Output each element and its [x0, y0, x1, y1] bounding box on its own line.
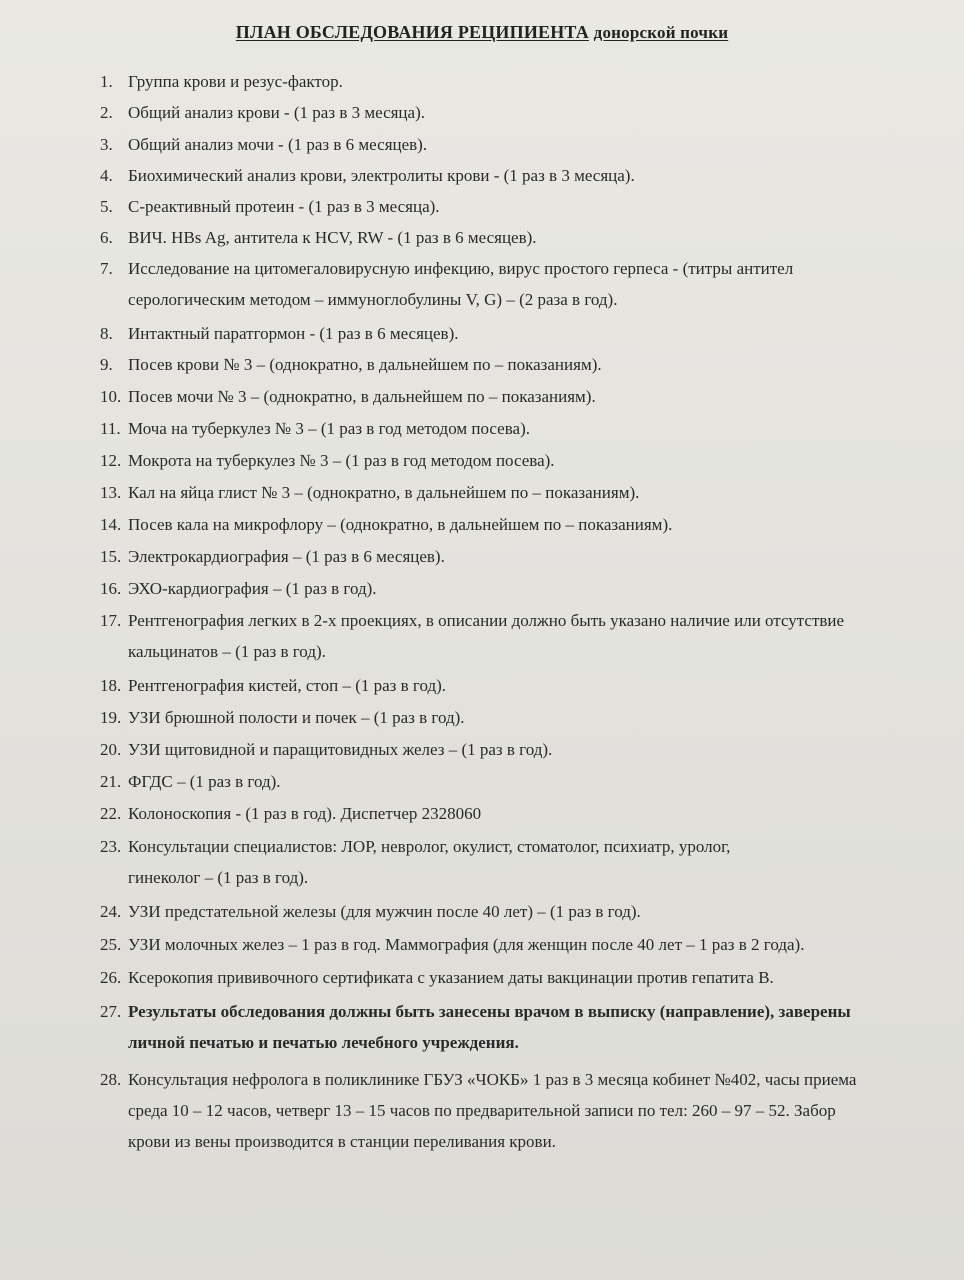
item-number: 4.	[100, 166, 113, 185]
item-number: 8.	[100, 324, 113, 343]
item-text-continued: кальцинатов – (1 раз в год).	[128, 642, 326, 661]
item-number: 3.	[100, 135, 113, 154]
list-item	[100, 541, 950, 572]
item-text: Кал на яйца глист № 3 – (однократно, в дальнейшем по – показаниям).	[128, 483, 640, 502]
list-item	[100, 896, 950, 927]
item-text: Биохимический анализ крови, электролиты крови - (1 раз в 3 месяца).	[128, 166, 635, 185]
item-number: 5.	[100, 197, 113, 216]
item-number: 7.	[100, 259, 113, 278]
item-text: Мокрота на туберкулез № 3 – (1 раз в год методом посева).	[128, 451, 555, 470]
list-item	[100, 445, 950, 476]
item-number: 19.	[100, 708, 122, 727]
list-item	[100, 97, 950, 128]
item-number: 1.	[100, 72, 113, 91]
item-text: УЗИ брюшной полости и почек – (1 раз в год).	[128, 708, 465, 727]
item-text: Ксерокопия прививочного сертификата с указанием даты вакцинации против гепатита В.	[128, 968, 774, 987]
item-text: Общий анализ мочи - (1 раз в 6 месяцев).	[128, 135, 428, 154]
list-item	[100, 573, 950, 604]
item-text: Посев мочи № 3 – (однократно, в дальнейшем по – показаниям).	[128, 387, 596, 406]
item-text: УЗИ предстательной железы (для мужчин после 40 лет) – (1 раз в год).	[128, 902, 641, 921]
list-item	[100, 702, 950, 733]
item-number: 6.	[100, 228, 113, 247]
item-text: ЭХО-кардиография – (1 раз в год).	[128, 579, 377, 598]
title-sub: донорской почки	[593, 23, 729, 42]
list-item	[100, 191, 950, 222]
list-item	[100, 66, 950, 97]
item-number: 14.	[100, 515, 122, 534]
item-text: Рентгенография кистей, стоп – (1 раз в год).	[128, 676, 447, 695]
item-text: Интактный паратгормон - (1 раз в 6 месяцев).	[128, 324, 459, 343]
item-number: 2.	[100, 103, 113, 122]
item-text: ВИЧ. HBs Ag, антитела к HCV, RW - (1 раз в 6 месяцев).	[128, 228, 537, 247]
list-item	[100, 962, 950, 993]
item-text: УЗИ молочных желез – 1 раз в год. Маммография (для женщин после 40 лет – 1 раз в 2 года).	[128, 935, 805, 954]
item-text: Электрокардиография – (1 раз в 6 месяцев).	[128, 547, 445, 566]
list-item	[100, 605, 950, 667]
list-item	[100, 253, 950, 315]
item-number: 20.	[100, 740, 122, 759]
title-main: ПЛАН ОБСЛЕДОВАНИЯ РЕЦИПИЕНТА	[235, 22, 589, 42]
item-text-continued: серологическим методом – иммуноглобулины V, G) – (2 раза в год).	[128, 290, 618, 309]
item-number: 28.	[100, 1070, 122, 1089]
list-item	[100, 1064, 950, 1157]
item-number: 18.	[100, 676, 122, 695]
list-item	[100, 996, 950, 1058]
list-item	[100, 129, 950, 160]
list-item	[100, 381, 950, 412]
item-number: 21.	[100, 772, 122, 791]
item-text-continued: личной печатью и печатью лечебного учреждения.	[128, 1033, 519, 1052]
item-number: 16.	[100, 579, 122, 598]
item-number: 15.	[100, 547, 122, 566]
list-item	[100, 349, 950, 380]
item-text: Результаты обследования должны быть занесены врачом в выписку (направление), заверены	[128, 1002, 851, 1021]
item-number: 10.	[100, 387, 122, 406]
list-item	[100, 929, 950, 960]
page-title	[0, 22, 964, 43]
list-item	[100, 509, 950, 540]
item-number: 24.	[100, 902, 122, 921]
item-number: 12.	[100, 451, 122, 470]
item-number: 17.	[100, 611, 122, 630]
list-item	[100, 160, 950, 191]
item-number: 23.	[100, 837, 122, 856]
item-text-continued: среда 10 – 12 часов, четверг 13 – 15 часов по предварительной записи по тел: 260 – 97 – 52. Забор	[128, 1101, 836, 1120]
item-text: Консультации специалистов: ЛОР, невролог, окулист, стоматолог, психиатр, уролог,	[128, 837, 731, 856]
list-item	[100, 222, 950, 253]
item-text: Рентгенография легких в 2-х проекциях, в описании должно быть указано наличие или отсутствие	[128, 611, 845, 630]
item-text: Посев крови № 3 – (однократно, в дальнейшем по – показаниям).	[128, 355, 602, 374]
item-number: 22.	[100, 804, 122, 823]
item-number: 25.	[100, 935, 122, 954]
item-number: 11.	[100, 419, 121, 438]
item-text-continued: крови из вены производится в станции переливания крови.	[128, 1132, 556, 1151]
item-text: Консультация нефролога в поликлинике ГБУЗ «ЧОКБ» 1 раз в 3 месяца кобинет №402, часы приема	[128, 1070, 857, 1089]
list-item	[100, 670, 950, 701]
item-text: Общий анализ крови - (1 раз в 3 месяца).	[128, 103, 425, 122]
item-text: Посев кала на микрофлору – (однократно, в дальнейшем по – показаниям).	[128, 515, 673, 534]
item-text: УЗИ щитовидной и паращитовидных желез – (1 раз в год).	[128, 740, 553, 759]
item-text-continued: гинеколог – (1 раз в год).	[128, 868, 309, 887]
item-number: 26.	[100, 968, 122, 987]
item-text: С-реактивный протеин - (1 раз в 3 месяца).	[128, 197, 440, 216]
item-number: 13.	[100, 483, 122, 502]
item-text: Моча на туберкулез № 3 – (1 раз в год методом посева).	[128, 419, 530, 438]
list-item	[100, 477, 950, 508]
list-item	[100, 413, 950, 444]
item-text: ФГДС – (1 раз в год).	[128, 772, 281, 791]
item-text: Группа крови и резус-фактор.	[128, 72, 343, 91]
item-number: 9.	[100, 355, 113, 374]
item-number: 27.	[100, 1002, 122, 1021]
item-text: Колоноскопия - (1 раз в год). Диспетчер 2328060	[128, 804, 482, 823]
item-text: Исследование на цитомегаловирусную инфекцию, вирус простого герпеса - (титры антител	[128, 259, 794, 278]
list-item	[100, 766, 950, 797]
list-item	[100, 318, 950, 349]
list-item	[100, 831, 950, 893]
list-item	[100, 734, 950, 765]
list-item	[100, 798, 950, 829]
